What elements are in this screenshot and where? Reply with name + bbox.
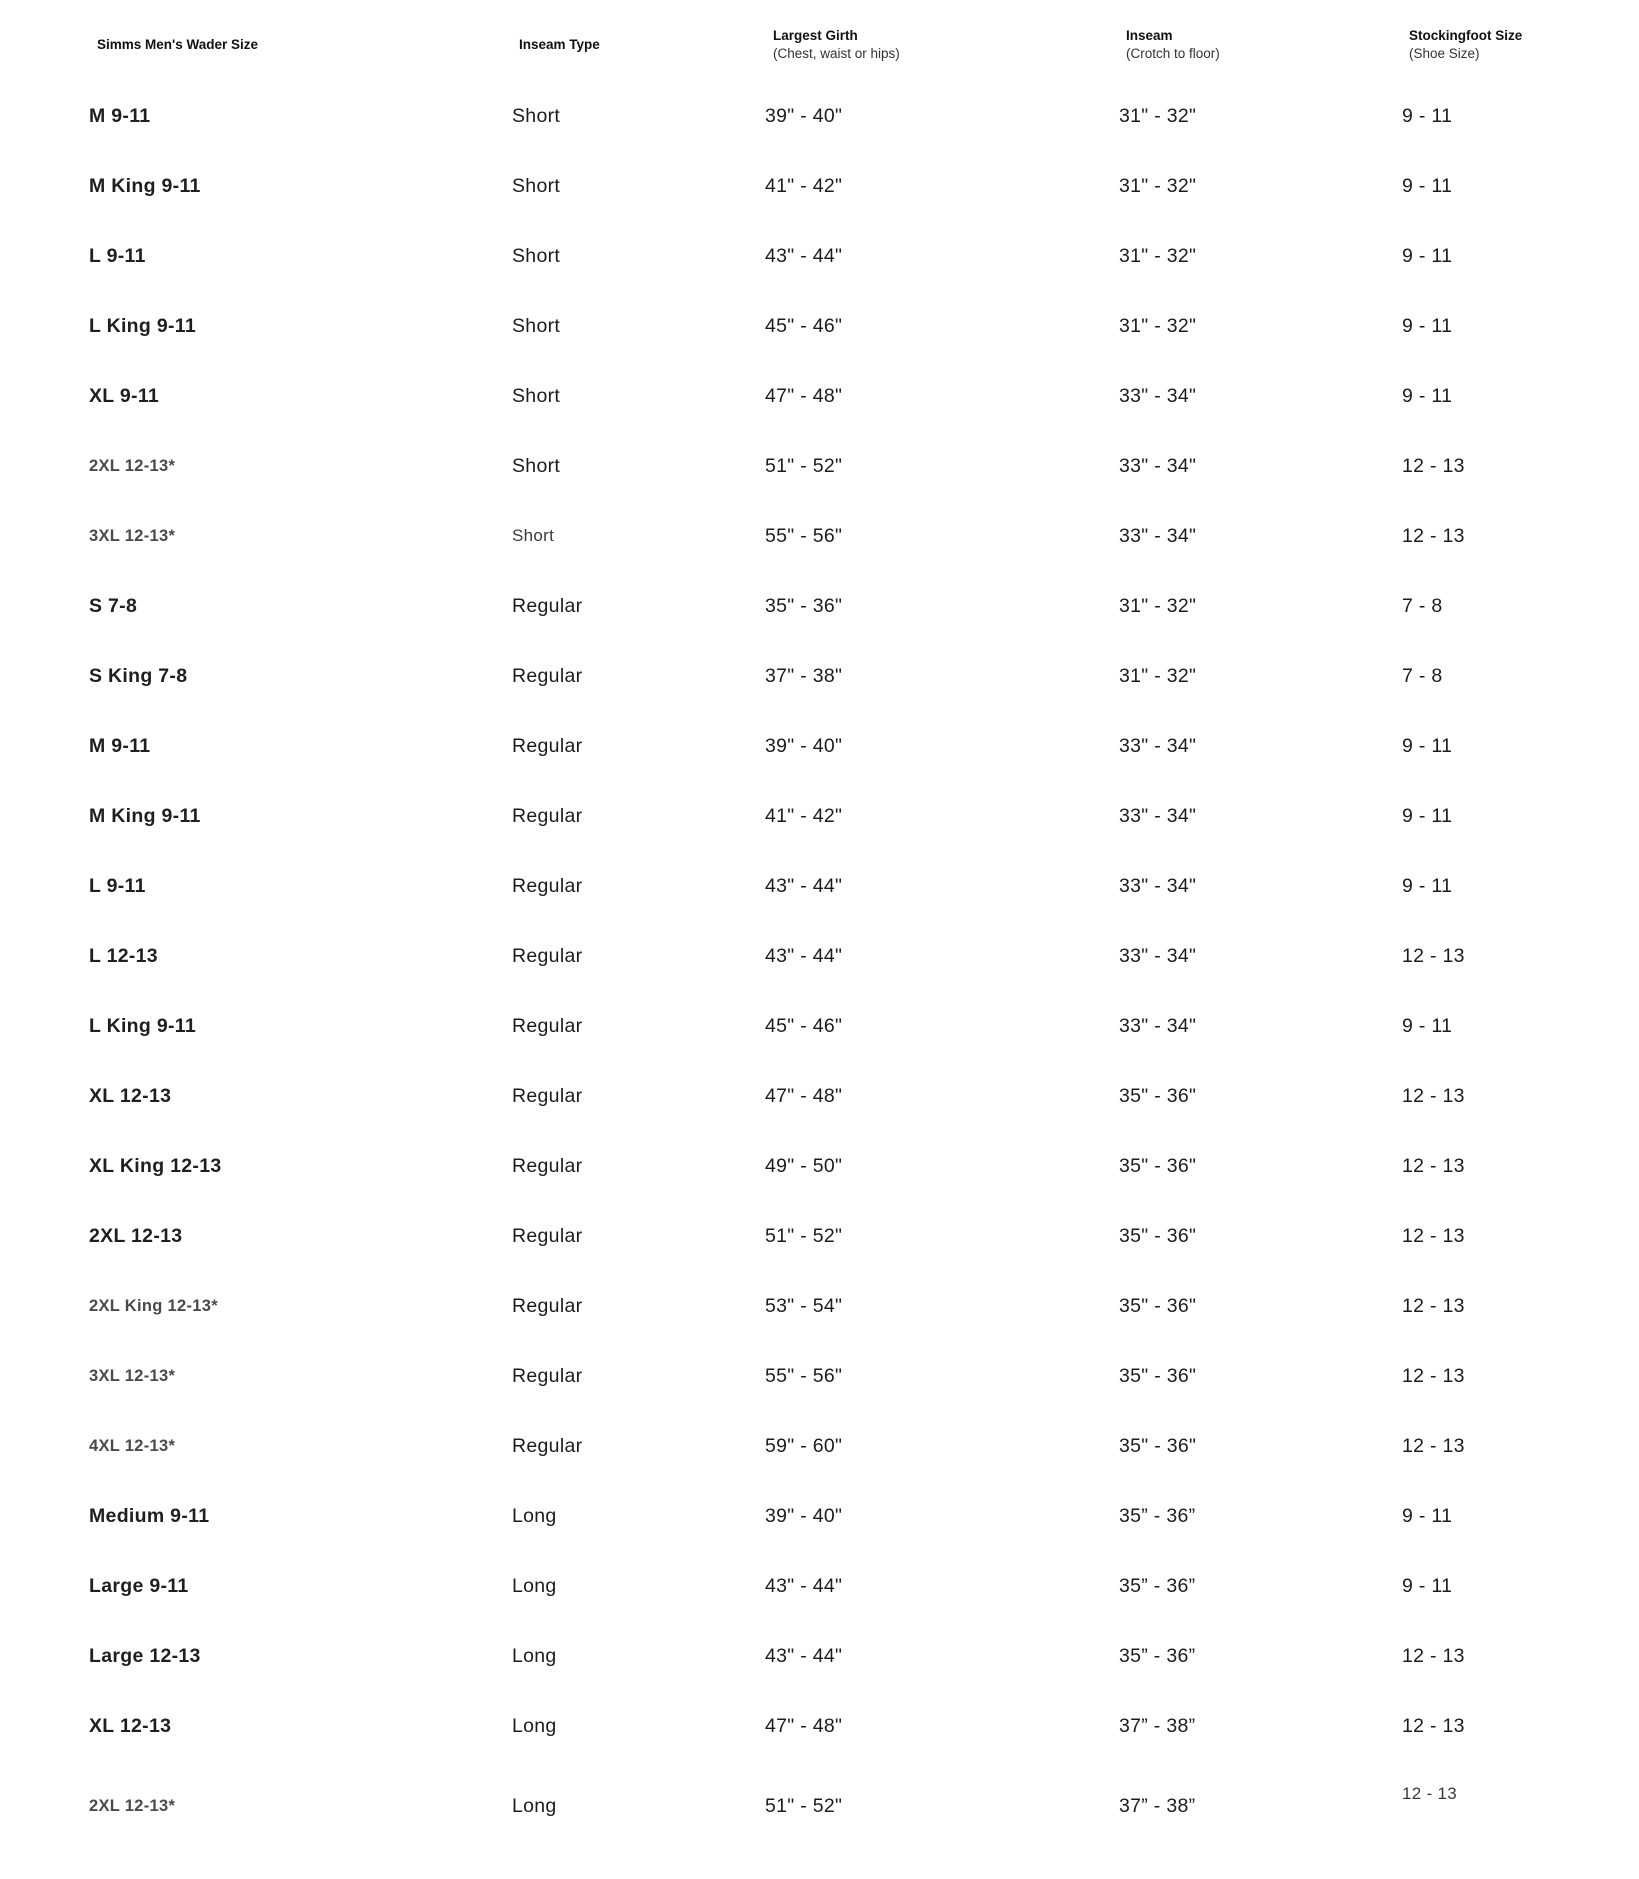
table-row (0, 1784, 1639, 1821)
girth-cell: 39" - 40" (765, 1505, 843, 1527)
table-row (0, 1431, 1639, 1461)
inseam-cell: 37” - 38” (1119, 1715, 1196, 1737)
shoe-size-cell: 7 - 8 (1402, 595, 1443, 617)
inseam-type-cell: Long (512, 1795, 557, 1817)
table-row (0, 1501, 1639, 1531)
table-row (0, 1641, 1639, 1671)
shoe-size-cell: 9 - 11 (1402, 735, 1453, 757)
size-cell: XL 12-13 (89, 1085, 172, 1107)
inseam-type-cell: Regular (512, 1085, 583, 1107)
size-cell: Large 12-13 (89, 1645, 201, 1667)
size-cell: 2XL 12-13* (89, 457, 176, 475)
girth-cell: 47" - 48" (765, 385, 843, 407)
inseam-type-cell: Regular (512, 1365, 583, 1387)
inseam-cell: 35" - 36" (1119, 1225, 1197, 1247)
inseam-cell: 31" - 32" (1119, 315, 1197, 337)
table-row (0, 941, 1639, 971)
size-cell: XL 12-13 (89, 1715, 172, 1737)
table-row (0, 801, 1639, 831)
girth-cell: 47" - 48" (765, 1085, 843, 1107)
size-cell: Large 9-11 (89, 1575, 189, 1597)
table-row (0, 521, 1639, 551)
inseam-type-cell: Regular (512, 1295, 583, 1317)
girth-cell: 51" - 52" (765, 1795, 843, 1817)
table-row (0, 1711, 1639, 1741)
size-cell: L 12-13 (89, 945, 158, 967)
shoe-column-header (1409, 27, 1522, 62)
inseam-cell: 33" - 34" (1119, 455, 1197, 477)
inseam-type-cell: Regular (512, 735, 583, 757)
table-row (0, 241, 1639, 271)
inseam-cell: 35" - 36" (1119, 1435, 1197, 1457)
inseam-cell: 35” - 36” (1119, 1575, 1196, 1597)
girth-cell: 41" - 42" (765, 805, 843, 827)
size-cell: XL 9-11 (89, 385, 160, 407)
inseam-type-cell: Short (512, 175, 561, 197)
inseam-type-cell: Regular (512, 1225, 583, 1247)
inseam-type-cell: Regular (512, 945, 583, 967)
shoe-size-cell: 12 - 13 (1402, 945, 1465, 967)
inseam-cell: 33" - 34" (1119, 875, 1197, 897)
inseam-type-cell: Regular (512, 805, 583, 827)
inseam-cell: 33" - 34" (1119, 805, 1197, 827)
size-cell: L 9-11 (89, 875, 146, 897)
inseam-cell: 31" - 32" (1119, 665, 1197, 687)
inseam-type-cell: Long (512, 1505, 557, 1527)
table-row (0, 871, 1639, 901)
size-cell: 2XL King 12-13* (89, 1297, 218, 1315)
girth-cell: 49" - 50" (765, 1155, 843, 1177)
shoe-size-cell: 12 - 13 (1402, 525, 1465, 547)
table-row (0, 731, 1639, 761)
shoe-size-cell: 9 - 11 (1402, 175, 1453, 197)
inseam-cell: 33" - 34" (1119, 385, 1197, 407)
inseam-type-cell: Regular (512, 875, 583, 897)
shoe-size-cell: 12 - 13 (1402, 1225, 1465, 1247)
shoe-size-cell: 9 - 11 (1402, 1015, 1453, 1037)
inseam-cell: 33" - 34" (1119, 735, 1197, 757)
girth-cell: 51" - 52" (765, 455, 843, 477)
table-row (0, 1571, 1639, 1601)
size-cell: 2XL 12-13 (89, 1225, 183, 1247)
inseam-type-cell: Regular (512, 665, 583, 687)
shoe-size-cell: 9 - 11 (1402, 245, 1453, 267)
inseam-type-cell: Short (512, 526, 555, 545)
girth-column-header (773, 27, 900, 62)
size-cell: Medium 9-11 (89, 1505, 210, 1527)
size-cell: M King 9-11 (89, 175, 201, 197)
inseam-type-cell: Short (512, 105, 561, 127)
inseam-cell: 35" - 36" (1119, 1295, 1197, 1317)
girth-header-subtitle: (Chest, waist or hips) (773, 46, 900, 61)
inseam-cell: 33" - 34" (1119, 1015, 1197, 1037)
table-row (0, 451, 1639, 481)
shoe-size-cell: 12 - 13 (1402, 1645, 1465, 1667)
girth-cell: 39" - 40" (765, 105, 843, 127)
inseam-cell: 35” - 36” (1119, 1505, 1196, 1527)
table-row (0, 1361, 1639, 1391)
girth-cell: 55" - 56" (765, 525, 843, 547)
girth-cell: 43" - 44" (765, 945, 843, 967)
size-cell: L 9-11 (89, 245, 146, 267)
inseam-cell: 33" - 34" (1119, 945, 1197, 967)
size-cell: 3XL 12-13* (89, 527, 176, 545)
inseam-type-cell: Long (512, 1645, 557, 1667)
table-row (0, 381, 1639, 411)
shoe-size-cell: 12 - 13 (1402, 1085, 1465, 1107)
girth-cell: 47" - 48" (765, 1715, 843, 1737)
size-cell: L King 9-11 (89, 1015, 196, 1037)
inseam-type-cell: Regular (512, 1435, 583, 1457)
inseam-header-subtitle: (Crotch to floor) (1126, 46, 1220, 61)
inseam-type-header-title: Inseam Type (519, 37, 600, 52)
table-row (0, 311, 1639, 341)
size-header-title: Simms Men's Wader Size (97, 37, 259, 52)
girth-cell: 39" - 40" (765, 735, 843, 757)
size-cell: XL King 12-13 (89, 1155, 222, 1177)
inseam-cell: 37” - 38” (1119, 1795, 1196, 1817)
inseam-type-cell: Short (512, 385, 561, 407)
inseam-cell: 35” - 36” (1119, 1645, 1196, 1667)
shoe-size-cell: 9 - 11 (1402, 875, 1453, 897)
inseam-column-header (1126, 27, 1220, 62)
size-cell: M 9-11 (89, 735, 151, 757)
shoe-size-cell: 12 - 13 (1402, 1715, 1465, 1737)
size-cell: 2XL 12-13* (89, 1797, 176, 1815)
shoe-size-cell: 7 - 8 (1402, 665, 1443, 687)
girth-cell: 43" - 44" (765, 1575, 843, 1597)
girth-cell: 43" - 44" (765, 245, 843, 267)
inseam-cell: 35" - 36" (1119, 1155, 1197, 1177)
inseam-header-title: Inseam (1126, 28, 1173, 43)
table-row (0, 1011, 1639, 1041)
girth-cell: 43" - 44" (765, 875, 843, 897)
size-cell: L King 9-11 (89, 315, 196, 337)
shoe-size-cell: 9 - 11 (1402, 1575, 1453, 1597)
table-row (0, 1221, 1639, 1251)
table-row (0, 591, 1639, 621)
girth-cell: 41" - 42" (765, 175, 843, 197)
shoe-size-cell: 9 - 11 (1402, 1505, 1453, 1527)
girth-cell: 45" - 46" (765, 1015, 843, 1037)
inseam-type-cell: Short (512, 315, 561, 337)
girth-cell: 45" - 46" (765, 315, 843, 337)
table-row (0, 1081, 1639, 1111)
inseam-type-cell: Regular (512, 595, 583, 617)
shoe-size-cell: 12 - 13 (1402, 1365, 1465, 1387)
inseam-cell: 31" - 32" (1119, 245, 1197, 267)
size-cell: M King 9-11 (89, 805, 201, 827)
girth-cell: 51" - 52" (765, 1225, 843, 1247)
inseam-cell: 35" - 36" (1119, 1085, 1197, 1107)
girth-header-title: Largest Girth (773, 28, 858, 43)
table-row (0, 171, 1639, 201)
inseam-type-column-header (519, 36, 600, 54)
girth-cell: 55" - 56" (765, 1365, 843, 1387)
inseam-type-cell: Regular (512, 1015, 583, 1037)
shoe-header-subtitle: (Shoe Size) (1409, 46, 1480, 61)
table-row (0, 1291, 1639, 1321)
shoe-size-cell: 12 - 13 (1402, 455, 1465, 477)
shoe-size-cell: 9 - 11 (1402, 315, 1453, 337)
table-row (0, 661, 1639, 691)
shoe-size-cell: 12 - 13 (1402, 1784, 1458, 1803)
inseam-cell: 35" - 36" (1119, 1365, 1197, 1387)
girth-cell: 53" - 54" (765, 1295, 843, 1317)
inseam-type-cell: Long (512, 1715, 557, 1737)
inseam-type-cell: Short (512, 245, 561, 267)
girth-cell: 43" - 44" (765, 1645, 843, 1667)
size-cell: 3XL 12-13* (89, 1367, 176, 1385)
inseam-cell: 31" - 32" (1119, 175, 1197, 197)
girth-cell: 59" - 60" (765, 1435, 843, 1457)
shoe-size-cell: 12 - 13 (1402, 1155, 1465, 1177)
inseam-cell: 31" - 32" (1119, 595, 1197, 617)
inseam-cell: 33" - 34" (1119, 525, 1197, 547)
girth-cell: 35" - 36" (765, 595, 843, 617)
inseam-type-cell: Long (512, 1575, 557, 1597)
shoe-header-title: Stockingfoot Size (1409, 28, 1523, 43)
size-cell: S 7-8 (89, 595, 138, 617)
shoe-size-cell: 9 - 11 (1402, 105, 1453, 127)
table-row (0, 101, 1639, 131)
inseam-type-cell: Short (512, 455, 561, 477)
size-cell: M 9-11 (89, 105, 151, 127)
size-cell: 4XL 12-13* (89, 1437, 176, 1455)
size-cell: S King 7-8 (89, 665, 188, 687)
shoe-size-cell: 12 - 13 (1402, 1435, 1465, 1457)
inseam-cell: 31" - 32" (1119, 105, 1197, 127)
size-column-header (97, 36, 258, 54)
girth-cell: 37" - 38" (765, 665, 843, 687)
shoe-size-cell: 9 - 11 (1402, 385, 1453, 407)
shoe-size-cell: 9 - 11 (1402, 805, 1453, 827)
inseam-type-cell: Regular (512, 1155, 583, 1177)
shoe-size-cell: 12 - 13 (1402, 1295, 1465, 1317)
table-row (0, 1151, 1639, 1181)
